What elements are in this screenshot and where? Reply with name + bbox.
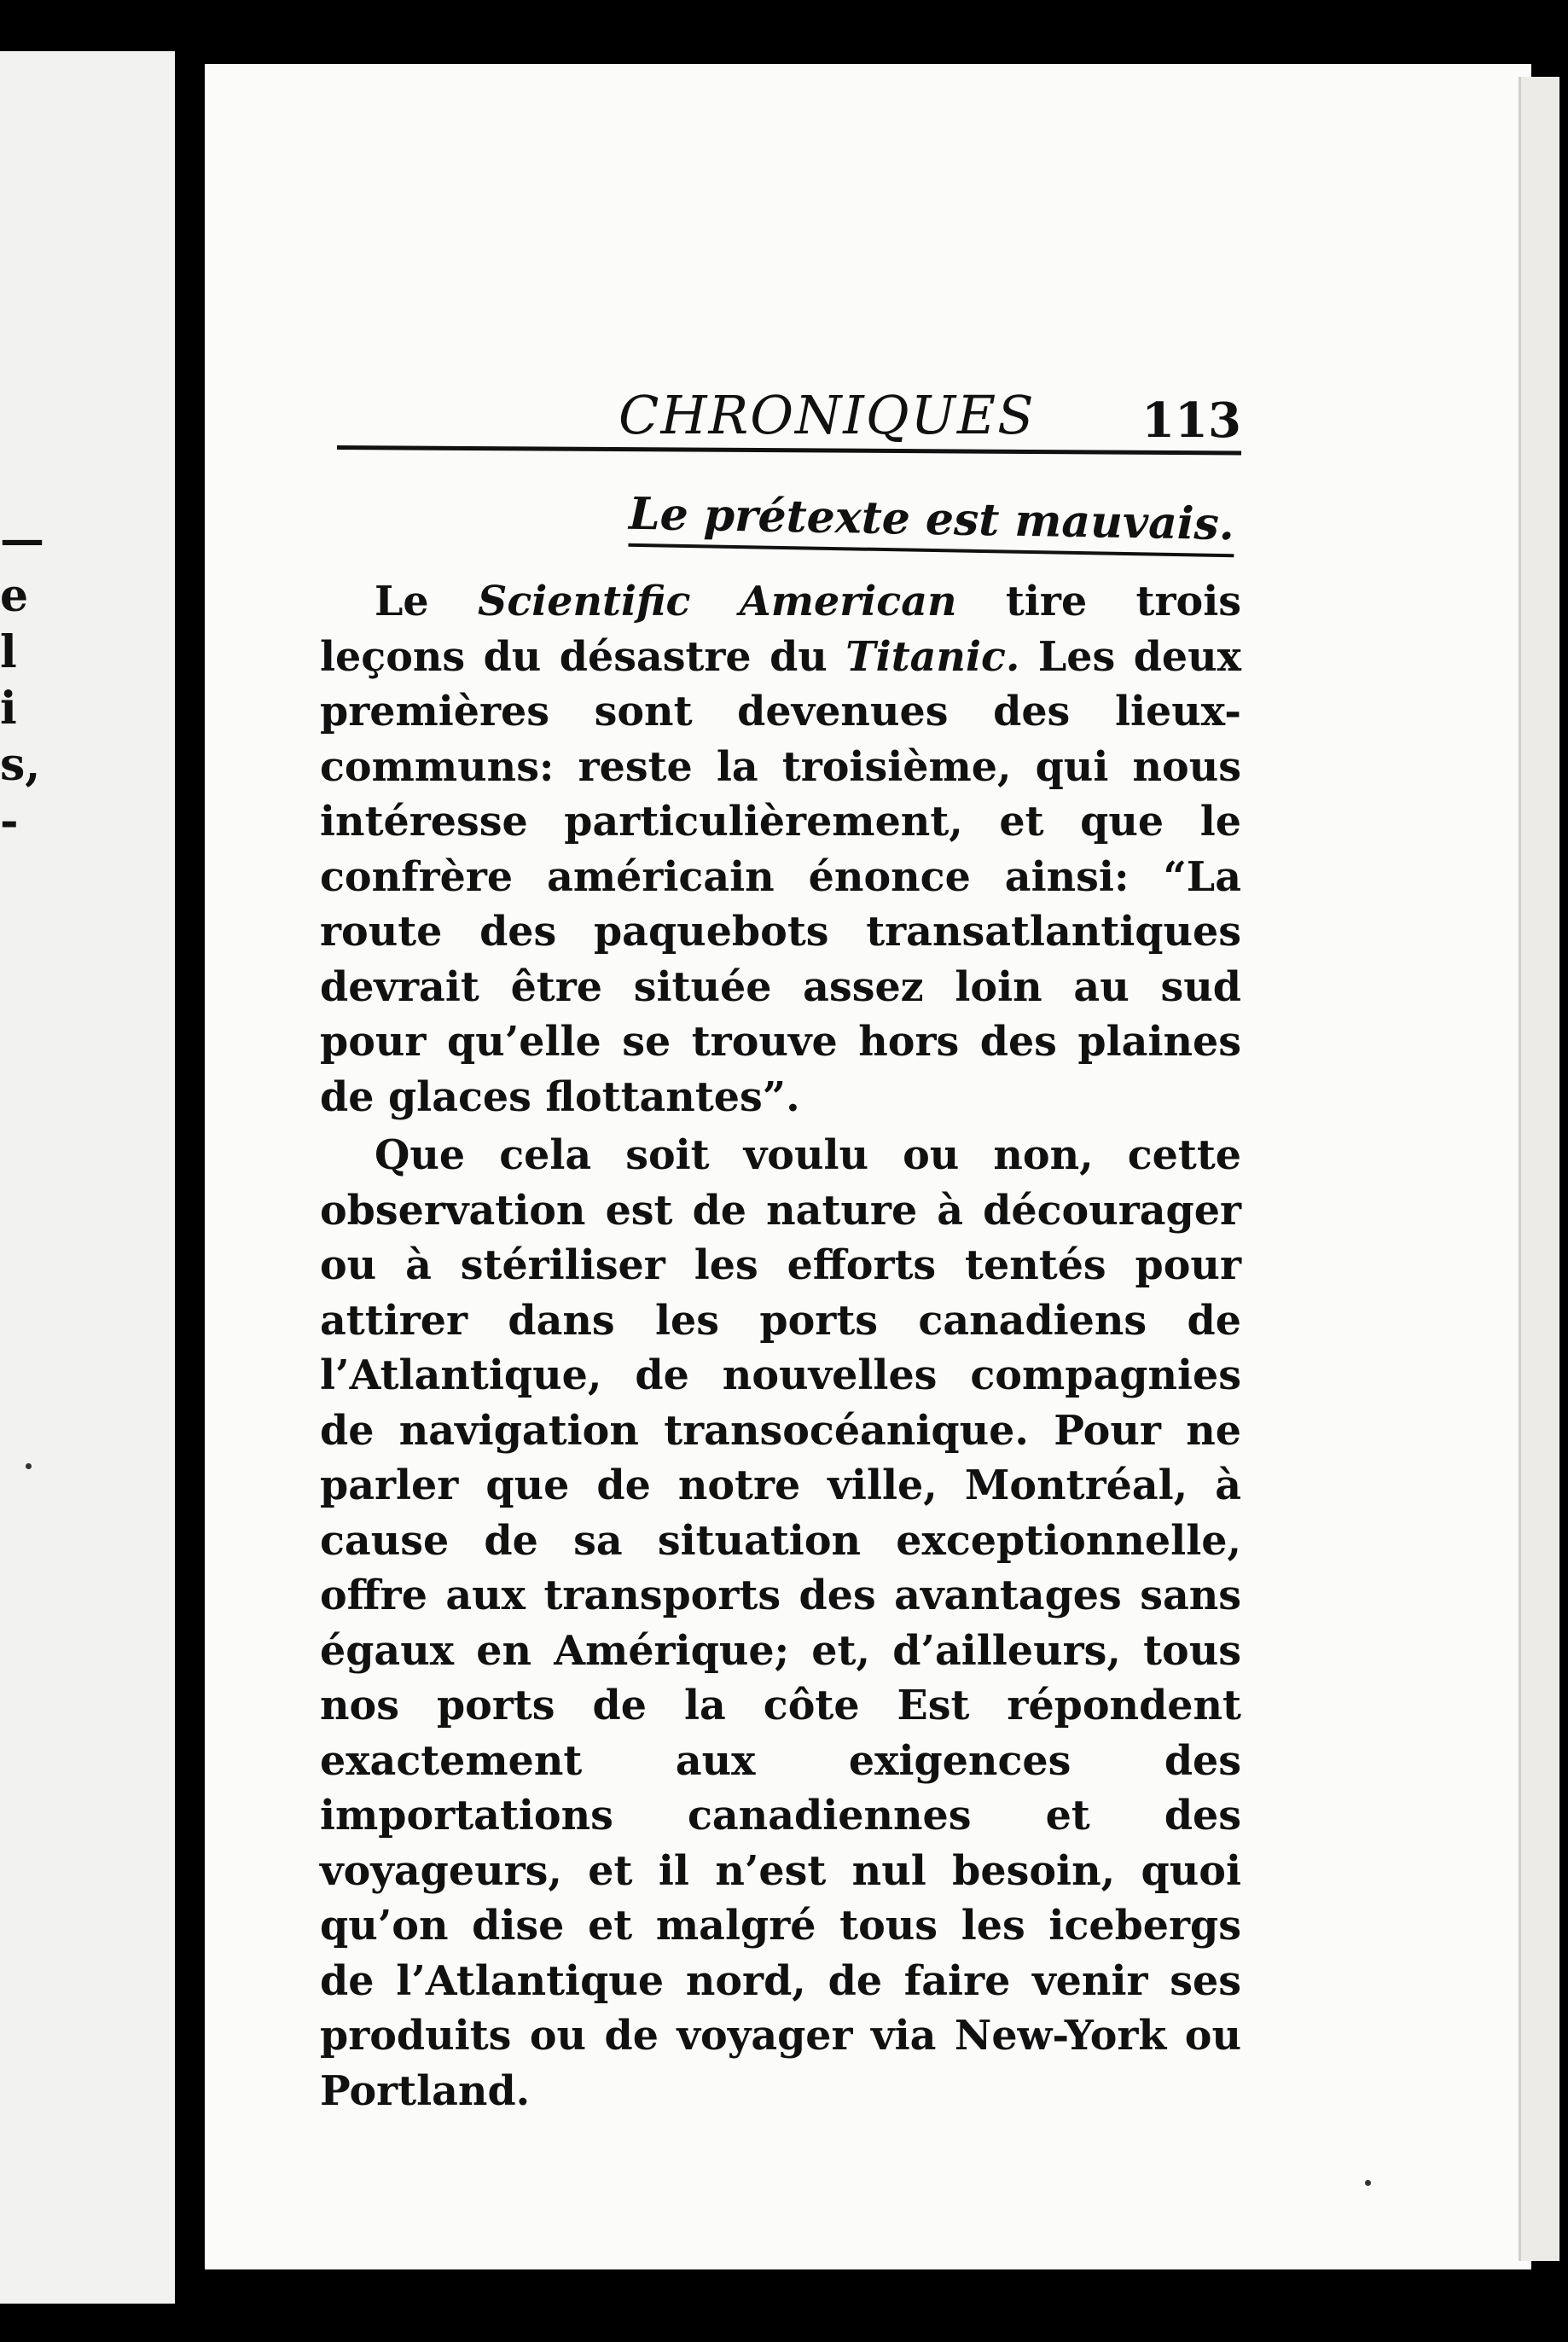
left-fragment: e xyxy=(0,570,29,622)
section-title: Le prétexte est mauvais. xyxy=(628,488,1234,557)
italic-text: Scientific American xyxy=(478,578,957,625)
page-number: 113 xyxy=(1141,392,1241,449)
page-header xyxy=(320,367,1241,459)
left-fragment: i xyxy=(0,683,17,735)
left-fragment: - xyxy=(0,795,19,847)
body-text xyxy=(320,574,1241,2118)
page-content xyxy=(320,367,1241,2118)
italic-text: Titanic. xyxy=(845,632,1020,681)
speck xyxy=(1365,2180,1371,2186)
section-title-wrap xyxy=(320,487,1241,552)
left-fragment: s, xyxy=(0,739,41,791)
page-edge-strip xyxy=(1519,77,1559,2261)
text-run: Que cela soit voulu ou non, cette observation est de nature à décourager ou à stériliser les efforts tentés pour attirer dans les ports canadiens de l’Atlantique, de nouvelles compagnies de navigation transocéanique. Pour ne parler que de notre ville, Montréal, à cause de sa situation exceptionnelle, offre aux transports des avantages sans égaux en Amérique; et, d’ailleurs, tous nos ports de la côte Est répondent exactement aux exigences des importations canadiennes et des voyageurs, et il n’est nul besoin, quoi qu’on dise et malgré tous les icebergs de l’Atlantique nord, de faire venir ses produits ou de voyager via New-York ou Portland. xyxy=(320,1131,1241,2115)
paragraph xyxy=(320,1128,1241,2118)
text-run: tire trois leçons du désastre du xyxy=(320,578,1241,681)
left-fragment: l xyxy=(0,626,17,678)
running-head: CHRONIQUES xyxy=(618,384,1036,446)
text-run: Les deux premières sont devenues des lieux-communs: reste la troisième, qui nous intéresse particulièrement, et que le confrère américain énonce ainsi: “La route des paquebots transatlantiques devrait être située assez loin au sud pour qu’elle se trouve hors des plaines de glaces flottantes”. xyxy=(320,632,1241,1121)
left-fragment: — xyxy=(0,514,44,566)
left-page-edge xyxy=(0,51,175,2304)
book-gutter xyxy=(175,0,209,2342)
text-run: Le xyxy=(375,578,479,625)
speck xyxy=(26,1463,32,1469)
paragraph xyxy=(320,574,1241,1125)
left-page-fragments xyxy=(0,512,44,850)
header-rule xyxy=(337,445,1241,455)
